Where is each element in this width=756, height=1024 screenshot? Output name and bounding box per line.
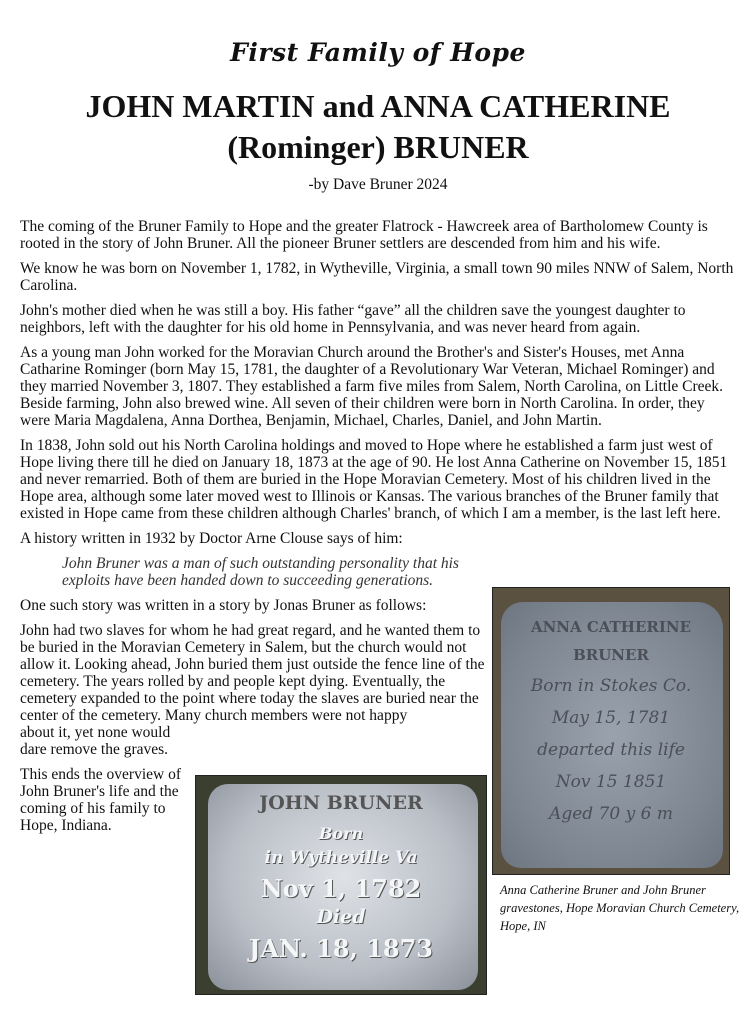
engraving: Died	[316, 906, 366, 928]
closing-line: coming of his family to	[20, 800, 166, 817]
engraving: Born in Stokes Co.	[530, 676, 692, 696]
engraving: Nov 15 1851	[555, 772, 667, 792]
paragraph: In 1838, John sold out his North Carolina holdings and moved to Hope where he established a farm just west of Hope living there till he died on January 18, 1873 at the age of 90. He lost Anna Catherine on November 15, 1851 and never remarried. Both of them are buried in the Hope Moravian Cemetery. Most of his children lived in the Hope area, although some later moved west to Illinois or Kansas. The various branches of the Bruner family that existed in Hope came from these children although Charles' branch, of which I am a member, is the last left here.	[20, 437, 728, 522]
story-line: about it, yet none would	[20, 724, 171, 741]
engraving: May 15, 1781	[551, 708, 671, 728]
engraving: BRUNER	[573, 646, 649, 664]
closing-line: This ends the overview of	[20, 766, 181, 783]
engraving: departed this life	[537, 740, 685, 760]
gravestone	[501, 602, 723, 868]
engraving: ANNA CATHERINE	[530, 618, 692, 636]
paragraph: We know he was born on November 1, 1782, in Wytheville, Virginia, a small town 90 miles NNW of Salem, North Carolina.	[20, 260, 734, 294]
paragraph: The coming of the Bruner Family to Hope and the greater Flatrock - Hawcreek area of Bartholomew County is rooted in the story of John Bruner. All the pioneer Bruner settlers are descended from him and his wife.	[20, 218, 708, 252]
story-line: dare remove the graves.	[20, 741, 169, 758]
engraving: JAN. 18, 1873	[249, 934, 433, 963]
john-gravestone-photo	[195, 775, 487, 995]
engraving: in Wytheville Va	[264, 848, 418, 868]
paragraph: One such story was written in a story by Jonas Bruner as follows:	[20, 597, 427, 614]
anna-gravestone-photo	[492, 587, 730, 875]
title-line-2: (Rominger) BRUNER	[227, 129, 529, 165]
closing-line: John Bruner's life and the	[20, 783, 179, 800]
engraving: Born	[318, 824, 364, 843]
series-title: First Family of Hope	[230, 38, 526, 67]
engraving: Nov 1, 1782	[260, 874, 422, 903]
closing-line: Hope, Indiana.	[20, 817, 112, 834]
story-paragraph: John had two slaves for whom he had great regard, and he wanted them to be buried in the Moravian Cemetery in Salem, but the church would not allow it. Looking ahead, John buried them just outside the fence line of the cemetery. The years rolled by and people kept dying. Eventually, the cemetery expanded to the point where today the slaves are buried near the center of the cemetery. Many church members were not happy	[20, 622, 485, 724]
paragraph: John's mother died when he was still a boy. His father “gave” all the children save the youngest daughter to neighbors, left with the daughter for his old home in Pennsylvania, and was never heard from again.	[20, 302, 686, 336]
page-title	[0, 86, 756, 168]
paragraph: A history written in 1932 by Doctor Arne Clouse says of him:	[20, 530, 403, 547]
block-quote: John Bruner was a man of such outstanding personality that his exploits have been handed down to succeeding generations.	[62, 555, 459, 589]
engraving: Aged 70 y 6 m	[549, 804, 673, 824]
paragraph: As a young man John worked for the Moravian Church around the Brother's and Sister's Houses, met Anna Catharine Rominger (born May 15, 1781, the daughter of a Revolutionary War Veteran, Michael Rominger) and they married November 3, 1807. They established a farm five miles from Salem, North Carolina, on Little Creek. Beside farming, John also brewed wine. All seven of their children were born in North Carolina. In order, they were Maria Magdalena, Anna Dorthea, Benjamin, Michael, Charles, Daniel, and John Martin.	[20, 344, 724, 429]
title-line-1: JOHN MARTIN and ANNA CATHERINE	[85, 88, 671, 124]
photo-caption: Anna Catherine Bruner and John Bruner gravestones, Hope Moravian Church Cemetery, Hope, IN	[500, 883, 740, 933]
byline: -by Dave Bruner 2024	[308, 176, 448, 193]
engraving: JOHN BRUNER	[259, 792, 423, 814]
